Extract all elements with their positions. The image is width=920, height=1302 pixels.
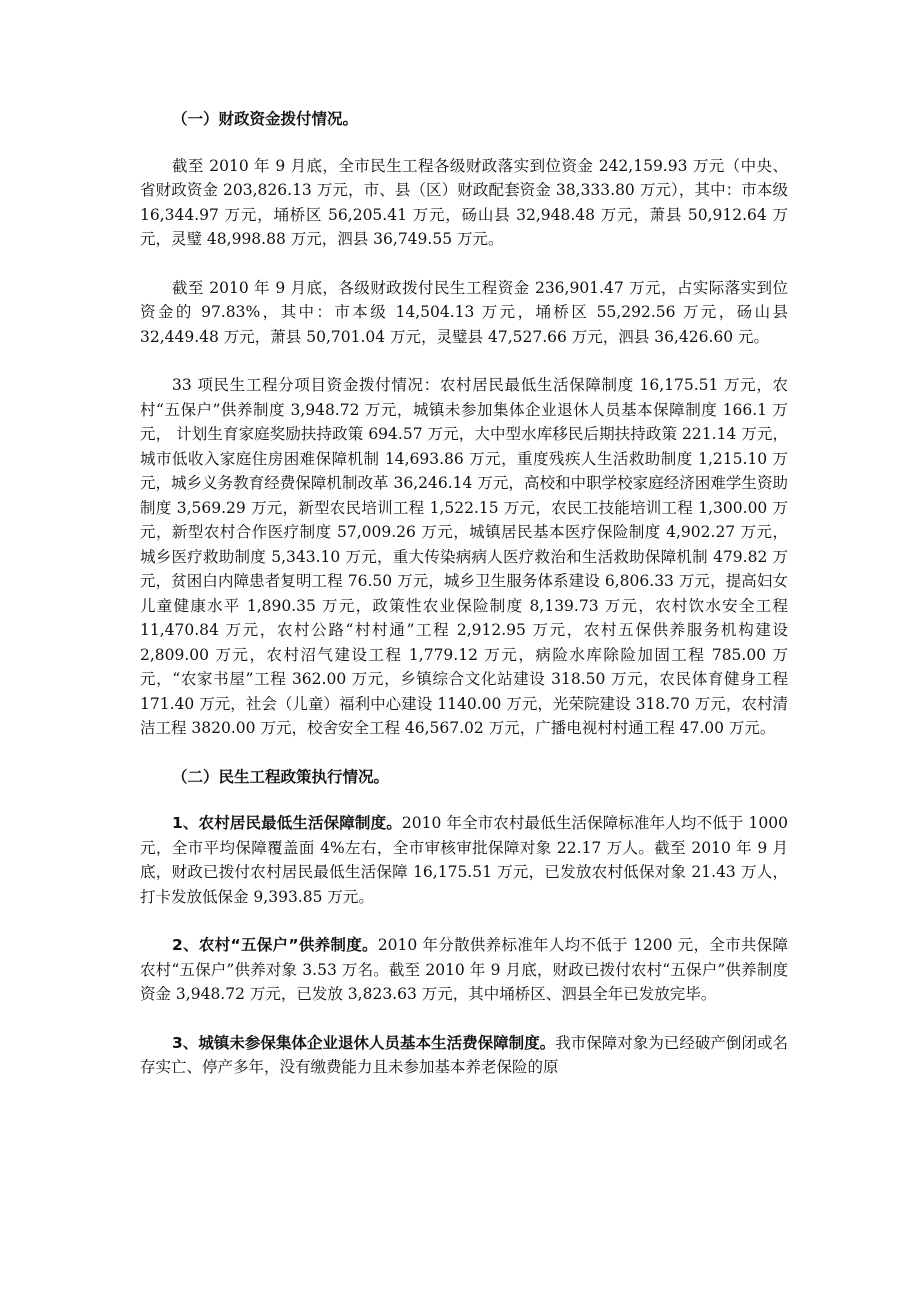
section-heading: （二）民生工程政策执行情况。 (172, 767, 390, 786)
paragraph-rural-minimum-living (140, 811, 788, 909)
section-fiscal-funds (140, 107, 788, 741)
section-policy-execution (140, 765, 788, 1080)
section-heading: （一）财政资金拨付情况。 (172, 110, 359, 128)
paragraph-text: 33 项民生工程分项目资金拨付情况：农村居民最低生活保障制度 16,175.51 万元，农村“五保户”供养制度 3,948.72 万元，城镇未参加集体企业退休人员基本保障制度 166.1 万元， 计划生育家庭奖励扶持政策 694.57 万元，大中型水库移民后期扶持政策 221.14 万元，城市低收入家庭住房困难保障机制 14,693.86 万元，重度残疾人生活救助制度 1,215.10 万元，城乡义务教育经费保障机制改革 36,246.14 万元，高校和中职学校家庭经济困难学生资助制度 3,569.29 万元，新型农民培训工程 1,522.15 万元，农民工技能培训工程 1,300.00 万元，新型农村合作医疗制度 57,009.26 万元，城镇居民基本医疗保险制度 4,902.27 万元，城乡医疗救助制度 5,343.10 万元，重大传染病病人医疗救治和生活救助保障机制 479.82 万元，贫困白内障患者复明工程 76.50 万元，城乡卫生服务体系建设 6,806.33 万元，提高妇女儿童健康水平 1,890.35 万元，政策性农业保险制度 8,139.73 万元，农村饮水安全工程 11,470.84 万元，农村公路“村村通”工程 2,912.95 万元，农村五保供养服务机构建设 2,809.00 万元，农村沼气建设工程 1,779.12 万元，病险水库除险加固工程 785.00 万元，“农家书屋”工程 362.00 万元，乡镇综合文化站建设 318.50 万元，农民体育健身工程 171.40 万元，社会（儿童）福利中心建设 1140.00 万元，光荣院建设 318.70 万元，农村清洁工程 3820.00 万元，校舍安全工程 46,567.02 万元，广播电视村村通工程 47.00 万元。 (140, 376, 788, 737)
paragraph-lead: 3、城镇未参保集体企业退休人员基本生活费保障制度。 (172, 1033, 556, 1052)
paragraph-lead: 2、农村“五保户”供养制度。 (172, 936, 378, 954)
paragraph-lead: 1、农村居民最低生活保障制度。 (172, 814, 402, 832)
paragraph-text: 截至 2010 年 9 月底，各级财政拨付民生工程资金 236,901.47 万元，占实际落实到位资金的 97.83%，其中：市本级 14,504.13 万元，埇桥区 55,292.56 万元，砀山县 32,449.48 万元，萧县 50,701.04 万元，灵璧县 47,527.66 万元，泗县 36,426.60 元。 (140, 278, 788, 346)
paragraph-text: 截至 2010 年 9 月底，全市民生工程各级财政落实到位资金 242,159.93 万元（中央、省财政资金 203,826.13 万元，市、县（区）财政配套资金 38,333.80 万元），其中：市本级 16,344.97 万元，埇桥区 56,205.41 万元，砀山县 32,948.48 万元，萧县 50,912.64 万元，灵璧 48,998.88 万元，泗县 36,749.55 万元。 (140, 156, 788, 248)
paragraph-text: 2010 年全市农村最低生活保障标准年人均不低于 1000 元，全市平均保障覆盖面 4%左右，全市审核审批保障对象 22.17 万人。截至 2010 年 9 月底，财政已拨付农村居民最低生活保障 16,175.51 万元，已发放农村低保对象 21.43 万人，打卡发放低保金 9,393.85 万元。 (140, 814, 788, 906)
paragraph-funds-in-place (140, 154, 788, 252)
document-body (140, 107, 788, 1104)
paragraph-retiree-security (140, 1031, 788, 1080)
paragraph-project-breakdown (140, 373, 788, 741)
paragraph-five-guarantees (140, 933, 788, 1007)
paragraph-text: 2010 年分散供养标准年人均不低于 1200 元，全市共保障农村“五保户”供养对象 3.53 万名。截至 2010 年 9 月底，财政已拨付农村“五保户”供养制度资金 3,948.72 万元，已发放 3,823.63 万元，其中埇桥区、泗县全年已发放完毕。 (140, 936, 788, 1003)
paragraph-funds-allocated (140, 276, 788, 350)
paragraph-text: 我市保障对象为已经破产倒闭或名存实亡、停产多年，没有缴费能力且未参加基本养老保险的原 (140, 1033, 788, 1076)
